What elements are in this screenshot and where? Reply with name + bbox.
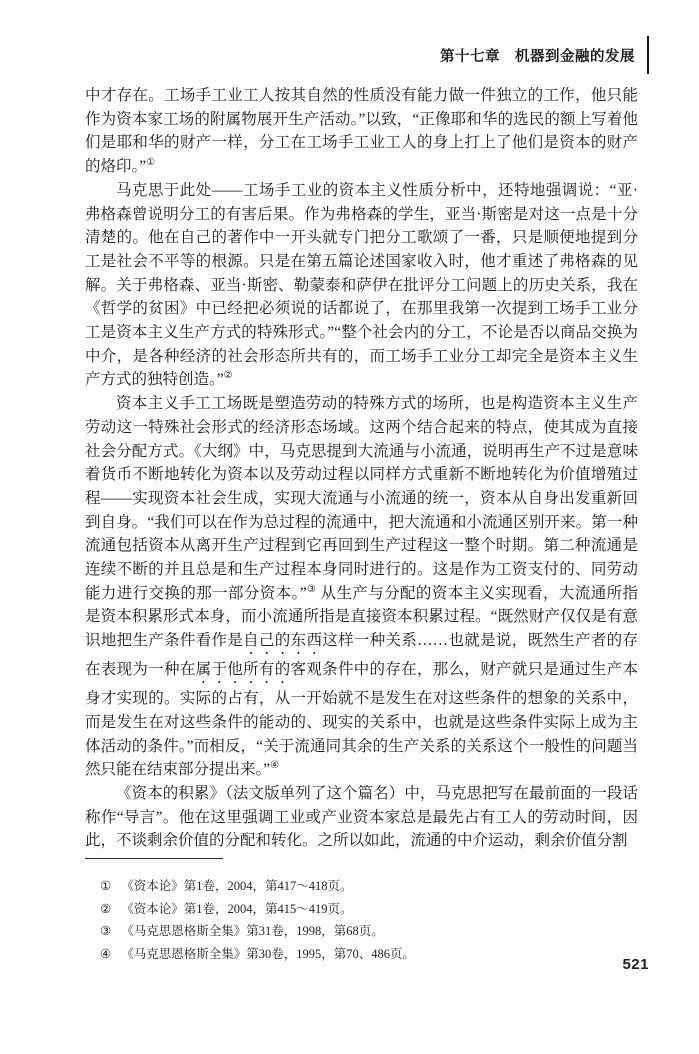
chapter-title: 第十七章 机器到金融的发展 xyxy=(440,48,635,65)
footnote-item xyxy=(85,898,638,921)
footnote-reference: ② xyxy=(223,370,233,382)
body-paragraph xyxy=(85,84,638,179)
footnote-reference: ③ xyxy=(306,583,317,595)
paragraph-text: 中才存在。工场手工业工人按其自然的性质没有能力做一件独立的工作，他只能作为资本家工场的附属物展开生产活动。”以致，“正像耶和华的选民的额上写着他们是耶和华的财产一样，分工在工场手工业工人的身上打上了他们是资本的财产的烙印。” xyxy=(85,87,638,176)
footnote-text: 《资本论》第1卷，2004，第415～419页。 xyxy=(121,901,353,916)
header-rule xyxy=(647,36,649,74)
footnote-marker: ③ xyxy=(100,924,112,938)
paragraph-text: 《资本的积累》（法文版单列了这个篇名）中，马克思把写在最前面的一段话称作“导言”。他在这里强调工业或产业资本家总是最先占有工人的劳动时间，因此，不谈剩余价值的分配和转化。之所以如此，流通的中介运动，剩余价值分割 xyxy=(85,784,638,850)
footnote-marker: ④ xyxy=(100,946,112,961)
footnote-text: 《马克思恩格斯全集》第30卷，1995，第70、486页。 xyxy=(121,946,415,961)
footnote-text: 《资本论》第1卷，2004，第417～418页。 xyxy=(121,879,353,893)
footnote-section xyxy=(85,858,638,965)
footnote-item xyxy=(85,875,638,898)
footnote-separator xyxy=(85,858,223,859)
footnote-marker: ② xyxy=(100,901,112,916)
emphasized-text: 属于他所有的 xyxy=(195,661,291,679)
paragraph-text: 从生产与分配的资本主义实现看，大流通所指是资本积累形式本身，而小流通所指是直接资本积累过程。“既然财产仅仅是有意识地把生产条件看作是 xyxy=(85,584,638,650)
footnote-item xyxy=(85,920,638,943)
body-text xyxy=(85,84,638,853)
emphasized-text: 自己的东西 xyxy=(243,632,323,650)
paragraph-text: 这样一种关系……也就是说，既然生产者的存在表现为一种在 xyxy=(85,632,638,679)
body-paragraph xyxy=(85,782,638,853)
page-number: 521 xyxy=(622,956,649,973)
footnote-text: 《马克思恩格斯全集》第31卷，1998，第68页。 xyxy=(121,924,384,938)
running-head xyxy=(440,36,649,74)
footnote-marker: ① xyxy=(100,879,112,893)
footnote-reference: ① xyxy=(146,156,156,168)
footnote-list xyxy=(85,875,638,965)
paragraph-text: 马克思于此处——工场手工业的资本主义性质分析中，还特地强调说：“亚·弗格森曾说明分工的有害后果。作为弗格森的学生，亚当·斯密是对这一点是十分清楚的。他在自己的著作中一开头就专门把分工歌颂了一番，只是顺便地提到分工是社会不平等的根源。只是在第五篇论述国家收入时，他才重述了弗格森的见解。关于弗格森、亚当·斯密、勒蒙泰和萨伊在批评分工问题上的历史关系，我在《哲学的贫困》中已经把必须说的话都说了，在那里我第一次提到工场手工业分工是资本主义生产方式的特殊形式。”“整个社会内的分工，不论是否以商品交换为中介，是各种经济的社会形态所共有的，而工场手工业分工却完全是资本主义生产方式的独特创造。” xyxy=(85,181,638,389)
paragraph-text: 客观条件中的存在，那么，财产就只是通过生产本身才实现的。实际的占有，从一开始就不是发生在对这些条件的想象的关系中，而是发生在对这些条件的能动的、现实的关系中，也就是这些条件实际上成为主体活动的条件。”而相反，“关于流通同其余的生产关系的关系这个一般性的问题当然只能在结束部分提出来。” xyxy=(85,661,638,779)
footnote-reference: ④ xyxy=(270,760,280,772)
body-paragraph xyxy=(85,392,638,782)
footnote-item xyxy=(85,943,638,966)
body-paragraph xyxy=(85,179,638,392)
paragraph-text: 资本主义手工工场既是塑造劳动的特殊方式的场所，也是构造资本主义生产劳动这一特殊社会形式的经济形态场域。这两个结合起来的特点，使其成为直接社会分配方式。《大纲》中，马克思提到大流通与小流通，说明再生产不过是意味着货币不断地转化为资本以及劳动过程以同样方式重新不断地转化为价值增殖过程——实现资本社会生成，实现大流通与小流通的统一，资本从自身出发重新回到自身。“我们可以在作为总过程的流通中，把大流通和小流通区别开来。第一种流通包括资本从离开生产过程到它再回到生产过程这一整个时期。第二种流通是连续不断的并且总是和生产过程本身同时进行的。这是作为工资支付的、同劳动能力进行交换的那一部分资本。” xyxy=(85,395,638,602)
